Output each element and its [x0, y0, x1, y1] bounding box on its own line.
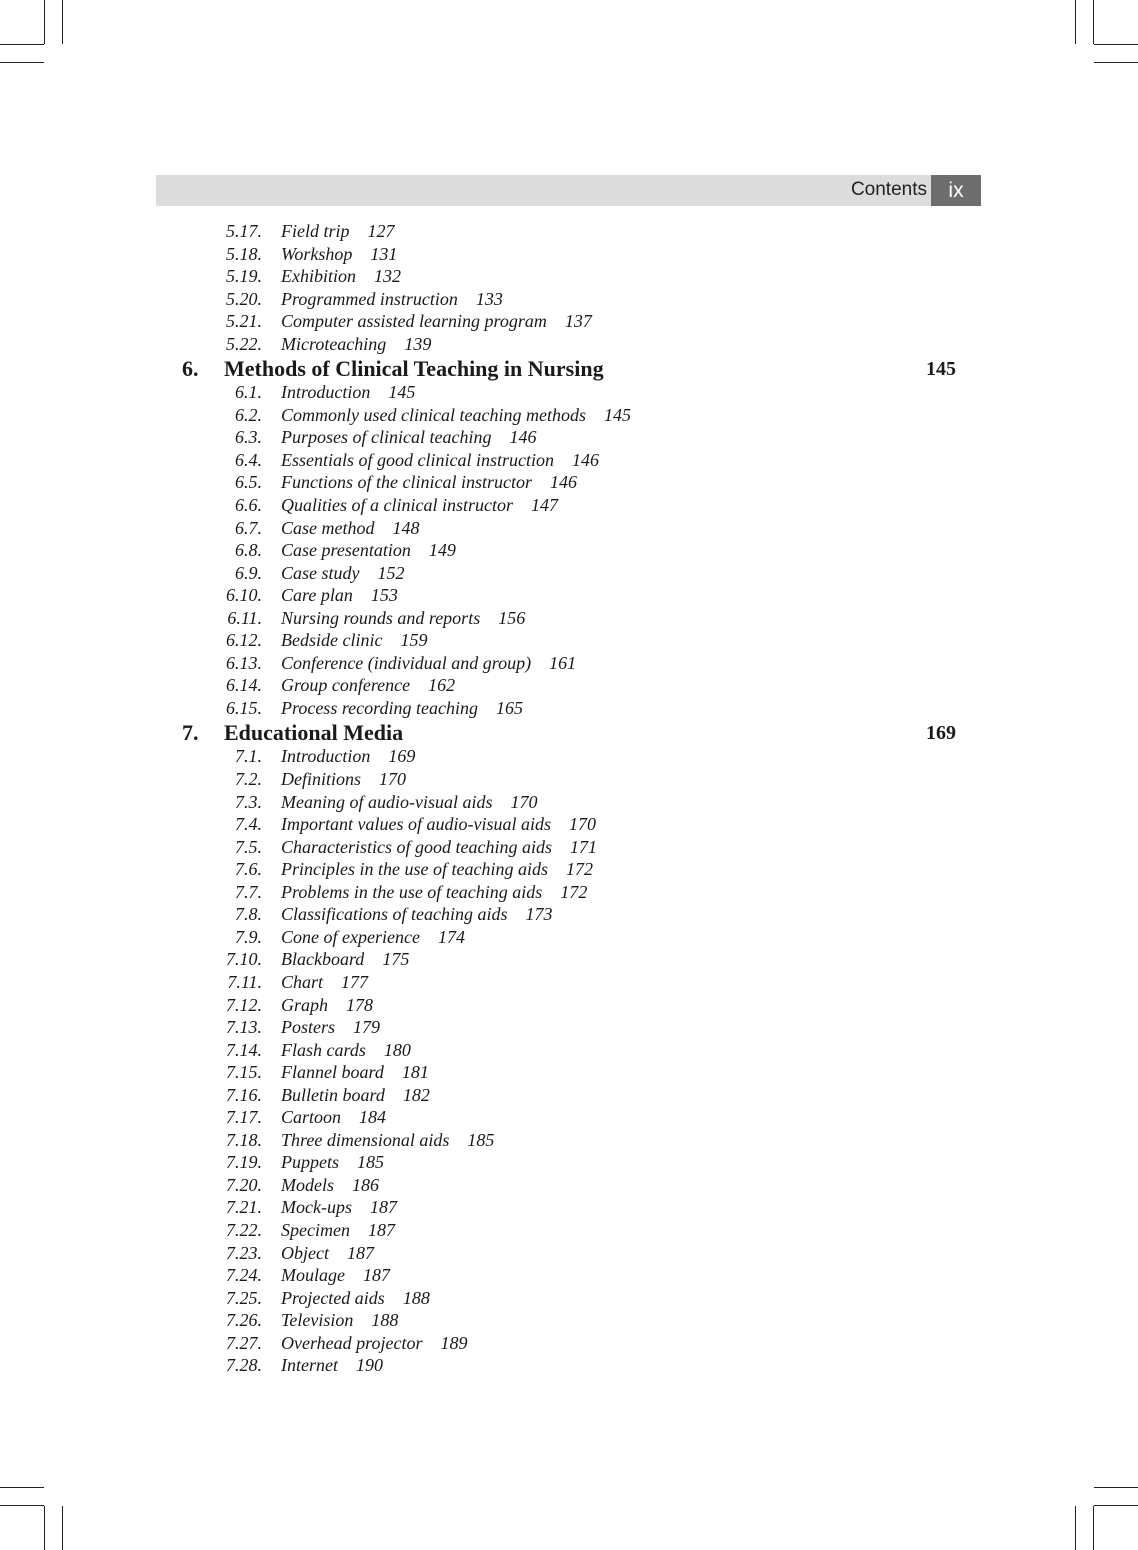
section-title: Microteaching [281, 333, 387, 354]
section-title: Conference (individual and group) [281, 652, 532, 673]
toc-section-entry [0, 1084, 1138, 1107]
toc-section-entry [0, 697, 1138, 720]
section-number: 6.14. [226, 675, 262, 696]
section-page-number: 179 [353, 1017, 380, 1038]
section-number: 7.20. [226, 1174, 262, 1195]
toc-section-entry [0, 768, 1138, 791]
section-number: 6.2. [235, 404, 262, 425]
section-text [281, 1061, 429, 1083]
section-text [281, 220, 395, 242]
section-text [281, 288, 503, 310]
section-title: Group conference [281, 675, 411, 696]
toc-section-entry [0, 1309, 1138, 1332]
section-page-number: 171 [569, 836, 597, 857]
section-text [281, 1016, 380, 1038]
section-title: Essentials of good clinical instruction [281, 449, 554, 470]
section-page-number: 170 [510, 791, 538, 812]
toc-section-entry [0, 1264, 1138, 1287]
section-number: 5.22. [226, 333, 262, 354]
section-page-number: 181 [401, 1062, 429, 1083]
toc-section-entry [0, 1129, 1138, 1152]
section-page-number: 145 [603, 404, 631, 425]
section-number: 7.1. [235, 746, 262, 767]
section-title: Classifications of teaching aids [281, 904, 508, 925]
chapter-page-number: 169 [926, 722, 956, 745]
section-text [281, 310, 592, 332]
toc-section-entry [0, 265, 1138, 288]
crop-mark [62, 0, 63, 44]
section-text [281, 404, 631, 426]
section-number: 6.12. [226, 630, 262, 651]
section-page-number: 162 [428, 675, 456, 696]
section-title: Bedside clinic [281, 630, 383, 651]
table-of-contents [0, 220, 1138, 1377]
section-number: 7.27. [226, 1332, 262, 1353]
toc-section-entry [0, 539, 1138, 562]
section-number: 6.4. [235, 449, 262, 470]
section-number: 7.13. [226, 1017, 262, 1038]
section-number: 6.7. [235, 517, 262, 538]
toc-section-entry [0, 584, 1138, 607]
crop-mark [62, 1506, 63, 1550]
running-header [156, 175, 981, 206]
section-title: Field trip [281, 221, 350, 241]
section-page-number: 161 [549, 652, 577, 673]
crop-mark [0, 1487, 44, 1488]
toc-section-entry [0, 994, 1138, 1017]
section-page-number: 147 [531, 495, 558, 516]
section-title: Exhibition [281, 266, 356, 287]
section-page-number: 156 [498, 607, 526, 628]
section-title: Meaning of audio-visual aids [281, 791, 493, 812]
section-number: 6.13. [226, 652, 262, 673]
section-title: Cone of experience [281, 926, 420, 947]
section-number: 7.26. [226, 1310, 262, 1331]
toc-section-entry [0, 1242, 1138, 1265]
crop-mark [1093, 0, 1094, 44]
section-title: Programmed instruction [281, 288, 458, 309]
section-text [281, 971, 368, 993]
section-page-number: 177 [341, 971, 369, 992]
section-title: Object [281, 1242, 329, 1263]
toc-section-entry [0, 903, 1138, 926]
section-text [281, 517, 420, 539]
section-text [281, 1242, 374, 1264]
section-number: 5.20. [226, 288, 262, 309]
section-number: 7.21. [226, 1197, 262, 1218]
section-title: Workshop [281, 243, 353, 264]
toc-section-entry [0, 858, 1138, 881]
header-section-label: Contents [850, 179, 927, 200]
section-title: Television [281, 1310, 354, 1331]
section-title: Posters [281, 1017, 335, 1038]
toc-section-entry [0, 1039, 1138, 1062]
section-title: Cartoon [281, 1107, 342, 1128]
section-title: Flash cards [281, 1039, 366, 1060]
section-number: 7.16. [226, 1084, 262, 1105]
section-page-number: 133 [475, 288, 503, 309]
section-number: 5.17. [226, 221, 262, 241]
crop-mark [1075, 1506, 1076, 1550]
toc-section-entry [0, 494, 1138, 517]
section-text [281, 1174, 379, 1196]
section-text [281, 994, 373, 1016]
header-page-number: ix [931, 175, 981, 206]
crop-mark [1093, 1506, 1094, 1550]
toc-section-entry [0, 404, 1138, 427]
toc-section-entry [0, 310, 1138, 333]
section-title: Overhead projector [281, 1332, 423, 1353]
section-page-number: 187 [362, 1265, 390, 1286]
toc-section-entry [0, 1354, 1138, 1377]
section-title: Characteristics of good teaching aids [281, 836, 552, 857]
section-title: Introduction [281, 382, 371, 403]
toc-section-entry [0, 562, 1138, 585]
section-number: 7.3. [235, 791, 262, 812]
section-page-number: 170 [379, 769, 406, 790]
chapter-number: 6. [182, 356, 199, 382]
toc-section-entry [0, 629, 1138, 652]
toc-section-entry [0, 1106, 1138, 1129]
section-title: Case presentation [281, 540, 411, 561]
toc-section-entry [0, 971, 1138, 994]
section-page-number: 170 [568, 814, 596, 835]
toc-section-entry [0, 1196, 1138, 1219]
toc-section-entry [0, 288, 1138, 311]
crop-mark [0, 1505, 44, 1506]
section-text [281, 1039, 411, 1061]
section-text [281, 584, 398, 606]
section-number: 7.9. [235, 926, 262, 947]
section-title: Models [281, 1174, 334, 1195]
section-page-number: 188 [402, 1287, 430, 1308]
section-text [281, 674, 455, 696]
section-page-number: 189 [440, 1332, 468, 1353]
section-text [281, 881, 587, 903]
section-text [281, 1196, 397, 1218]
crop-mark [1094, 1487, 1138, 1488]
crop-mark [44, 0, 45, 44]
section-number: 5.21. [226, 311, 262, 332]
section-title: Mock-ups [281, 1197, 352, 1218]
section-title: Important values of audio-visual aids [281, 814, 551, 835]
section-title: Process recording teaching [281, 697, 478, 718]
section-title: Specimen [281, 1219, 350, 1240]
toc-section-entry [0, 674, 1138, 697]
section-number: 6.1. [235, 382, 262, 403]
section-title: Blackboard [281, 949, 365, 970]
section-number: 7.18. [226, 1129, 262, 1150]
section-text [281, 813, 596, 835]
section-number: 7.22. [226, 1219, 262, 1240]
section-text [281, 697, 523, 719]
section-text [281, 1219, 395, 1241]
section-text [281, 791, 537, 813]
crop-mark [1094, 44, 1138, 45]
section-text [281, 381, 415, 403]
toc-section-entry [0, 1332, 1138, 1355]
section-text [281, 948, 409, 970]
toc-section-entry [0, 333, 1138, 356]
crop-mark [0, 62, 44, 63]
section-number: 5.18. [226, 243, 262, 264]
section-page-number: 148 [392, 517, 420, 538]
toc-section-entry [0, 517, 1138, 540]
section-title: Bulletin board [281, 1084, 385, 1105]
section-number: 5.19. [226, 266, 262, 287]
section-text [281, 1151, 384, 1173]
section-title: Case study [281, 562, 360, 583]
section-text [281, 494, 558, 516]
toc-section-entry [0, 1061, 1138, 1084]
section-number: 7.14. [226, 1039, 262, 1060]
section-page-number: 182 [402, 1084, 430, 1105]
crop-mark [1094, 62, 1138, 63]
section-page-number: 186 [352, 1174, 379, 1195]
section-text [281, 858, 593, 880]
section-text [281, 1332, 467, 1354]
toc-section-entry [0, 1016, 1138, 1039]
section-page-number: 132 [374, 266, 401, 287]
section-page-number: 187 [369, 1197, 397, 1218]
section-title: Projected aids [281, 1287, 385, 1308]
section-title: Definitions [281, 769, 361, 790]
section-page-number: 159 [400, 630, 428, 651]
section-number: 7.11. [227, 971, 262, 992]
section-page-number: 153 [370, 585, 398, 606]
section-text [281, 1129, 494, 1151]
section-text [281, 1354, 383, 1376]
toc-section-entry [0, 449, 1138, 472]
section-number: 6.10. [226, 585, 262, 606]
section-number: 7.25. [226, 1287, 262, 1308]
section-page-number: 146 [549, 472, 577, 493]
section-text [281, 1106, 386, 1128]
section-page-number: 127 [367, 221, 395, 241]
section-text [281, 926, 465, 948]
section-page-number: 173 [525, 904, 553, 925]
section-number: 6.5. [235, 472, 262, 493]
toc-section-entry [0, 1287, 1138, 1310]
toc-section-entry [0, 926, 1138, 949]
section-number: 7.23. [226, 1242, 262, 1263]
section-page-number: 146 [509, 427, 537, 448]
crop-mark [44, 1506, 45, 1550]
toc-section-entry [0, 948, 1138, 971]
section-text [281, 745, 415, 767]
section-number: 6.3. [235, 427, 262, 448]
section-number: 7.7. [235, 881, 262, 902]
section-number: 7.2. [235, 769, 262, 790]
section-number: 7.5. [235, 836, 262, 857]
section-page-number: 137 [564, 311, 592, 332]
toc-section-entry [0, 471, 1138, 494]
section-text [281, 471, 577, 493]
section-title: Moulage [281, 1265, 345, 1286]
section-page-number: 185 [467, 1129, 495, 1150]
section-text [281, 539, 456, 561]
section-text [281, 652, 576, 674]
section-title: Graph [281, 994, 329, 1015]
section-number: 6.8. [235, 540, 262, 561]
section-text [281, 903, 553, 925]
section-page-number: 152 [377, 562, 405, 583]
crop-mark [1094, 1505, 1138, 1506]
section-title: Chart [281, 971, 324, 992]
section-title: Qualities of a clinical instructor [281, 495, 513, 516]
toc-section-entry [0, 745, 1138, 768]
section-page-number: 175 [382, 949, 410, 970]
toc-section-entry [0, 813, 1138, 836]
chapter-number: 7. [182, 720, 199, 746]
section-number: 6.15. [226, 697, 262, 718]
toc-section-entry [0, 1219, 1138, 1242]
section-text [281, 1084, 430, 1106]
section-page-number: 187 [367, 1219, 395, 1240]
section-page-number: 172 [565, 859, 593, 880]
crop-mark [0, 44, 44, 45]
section-page-number: 145 [388, 382, 416, 403]
toc-section-entry [0, 836, 1138, 859]
section-text [281, 1264, 390, 1286]
section-text [281, 629, 427, 651]
toc-section-entry [0, 652, 1138, 675]
section-text [281, 265, 401, 287]
chapter-title: Methods of Clinical Teaching in Nursing [224, 356, 604, 382]
section-page-number: 146 [572, 449, 599, 470]
section-number: 6.6. [235, 495, 262, 516]
section-page-number: 180 [383, 1039, 411, 1060]
section-number: 7.17. [226, 1107, 262, 1128]
section-title: Case method [281, 517, 375, 538]
toc-section-entry [0, 220, 1138, 243]
section-number: 7.6. [235, 859, 262, 880]
section-title: Problems in the use of teaching aids [281, 881, 543, 902]
toc-chapter-entry [0, 719, 1138, 745]
section-text [281, 1287, 430, 1309]
section-text [281, 1309, 398, 1331]
section-title: Computer assisted learning program [281, 311, 547, 332]
section-text [281, 426, 536, 448]
section-number: 7.4. [235, 814, 262, 835]
section-title: Care plan [281, 585, 353, 606]
section-number: 7.8. [235, 904, 262, 925]
crop-mark [1075, 0, 1076, 44]
section-number: 7.12. [226, 994, 262, 1015]
section-number: 7.19. [226, 1152, 262, 1173]
chapter-title: Educational Media [224, 720, 404, 746]
section-text [281, 333, 431, 355]
section-number: 7.15. [226, 1062, 262, 1083]
section-page-number: 149 [428, 540, 456, 561]
section-title: Flannel board [281, 1062, 384, 1083]
section-number: 7.10. [226, 949, 262, 970]
section-text [281, 607, 525, 629]
section-page-number: 172 [560, 881, 588, 902]
toc-section-entry [0, 1151, 1138, 1174]
section-page-number: 174 [437, 926, 465, 947]
section-text [281, 449, 599, 471]
toc-section-entry [0, 607, 1138, 630]
section-page-number: 165 [495, 697, 523, 718]
section-page-number: 190 [355, 1355, 383, 1376]
section-number: 7.24. [226, 1265, 262, 1286]
section-number: 6.11. [227, 607, 262, 628]
section-number: 7.28. [226, 1355, 262, 1376]
section-page-number: 169 [388, 746, 416, 767]
toc-section-entry [0, 791, 1138, 814]
section-title: Purposes of clinical teaching [281, 427, 492, 448]
section-title: Functions of the clinical instructor [281, 472, 532, 493]
section-title: Nursing rounds and reports [281, 607, 481, 628]
toc-section-entry [0, 381, 1138, 404]
section-text [281, 243, 397, 265]
section-page-number: 188 [371, 1310, 399, 1331]
toc-section-entry [0, 1174, 1138, 1197]
section-text [281, 768, 406, 790]
toc-chapter-entry [0, 355, 1138, 381]
section-page-number: 184 [359, 1107, 387, 1128]
section-page-number: 185 [357, 1152, 384, 1173]
section-page-number: 178 [346, 994, 374, 1015]
toc-section-entry [0, 881, 1138, 904]
toc-section-entry [0, 243, 1138, 266]
section-title: Introduction [281, 746, 371, 767]
section-title: Three dimensional aids [281, 1129, 450, 1150]
chapter-page-number: 145 [926, 358, 956, 381]
section-title: Puppets [281, 1152, 339, 1173]
section-title: Commonly used clinical teaching methods [281, 404, 586, 425]
section-text [281, 836, 597, 858]
toc-section-entry [0, 426, 1138, 449]
section-title: Internet [281, 1355, 338, 1376]
section-page-number: 131 [370, 243, 398, 264]
section-page-number: 139 [404, 333, 432, 354]
section-title: Principles in the use of teaching aids [281, 859, 548, 880]
section-number: 6.9. [235, 562, 262, 583]
section-text [281, 562, 405, 584]
section-page-number: 187 [346, 1242, 374, 1263]
